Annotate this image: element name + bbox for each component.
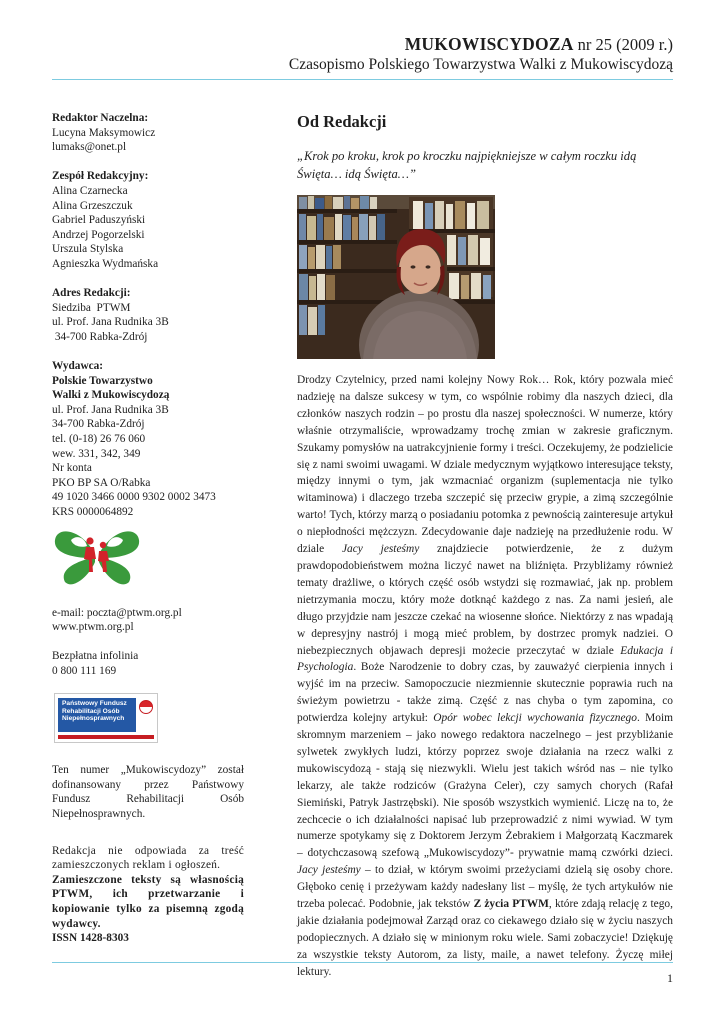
publisher-block [52,359,244,520]
editor-email: lumaks@onet.pl [52,141,127,154]
hotline-label: Bezpłatna infolinia [52,650,139,663]
disclaimer: Redakcja nie odpowiada za treść zamieszczonych reklam i ogłoszeń. [52,844,244,872]
hotline-block [52,649,244,678]
publisher-name-line: Walki z Mukowiscydozą [52,389,170,402]
section-reference: Jacy jesteśmy [297,864,361,877]
editor-portrait-photo [297,195,495,359]
publisher-heading: Wydawca: [52,360,104,373]
contact-block [52,606,244,635]
editor-heading: Redaktor Naczelna: [52,112,149,124]
team-block [52,169,244,271]
address-line: Siedziba PTWM [52,301,131,314]
team-member: Gabriel Paduszyński [52,214,146,227]
article-body-text: . Boże Narodzenie to dobry czas, by zauważyć cierpienia innych i wyjść im na przeciw. Samopoczucie niezmiennie skutecznie poprawia ruch na świeżym powietrzu - także zimą. Część z nas chyba o tym zapomina, co potwierdza kolejny artykuł: [297,661,673,725]
section-reference-bold: Z życia PTWM [473,898,549,911]
ptwm-butterfly-logo [51,524,143,588]
hotline-number: 0 800 111 169 [52,665,117,677]
editor-name: Lucyna Maksymowicz [52,126,156,139]
footer-divider [52,962,673,963]
contact-www[interactable]: www.ptwm.org.pl [52,621,134,634]
article-body [297,372,673,981]
journal-issue: nr 25 (2009 r.) [573,35,673,54]
header-divider [52,79,673,80]
contact-email[interactable]: e-mail: poczta@ptwm.org.pl [52,606,182,619]
section-reference: Jacy jesteśmy [342,543,420,556]
team-member: Agnieszka Wydmańska [52,257,159,270]
article-body-text: – to dział, w którym swoimi przeżyciami dzielą się osoby chore. Głęboko cenię i przeżywam każdy nadesłany list – myślę, że tych artykułów nie trzeba polecać. Podobnie, jak tekstów [297,864,673,911]
page-number: 1 [667,971,673,985]
article-body-text: Drodzy Czytelnicy, przed nami kolejny Nowy Rok… Rok, który pozwala mieć nadzieję na dalsze sukcesy w tym, co wspólnie robimy dla naszych dzieci, dla członków naszych rodzin – po prostu dla naszej społeczności. W numerze, który właśnie otrzymaliście, wprowadzamy trochę zmian w zakresie graficznym. Szukamy pomysłów na uatrakcyjnienie formy i treści. Oczekujemy, że podzielicie się z nami swoimi uwagami. W dziale medycznym wyjątkowo interesujące teksty, między innymi o tym, jak wzmacniać organizm (suplementacja nie tylko witaminowa) i dlaczego trzeba szczepić się przeciw grypie, a zimą szczególnie warto! Tych, którzy marzą o posiadaniu potomka z pewnością zainteresuje artykuł o niepłodności mężczyzn. Zdecydowanie daje nadzieję na przedłużenie rodu. W dziale [297,374,673,556]
pfron-flag-icon [139,700,153,714]
pfron-logo [54,693,158,743]
editor-block [52,111,244,155]
team-member: Alina Grzeszczuk [52,199,133,212]
address-line: ul. Prof. Jana Rudnika 3B [52,316,169,329]
publisher-detail: tel. (0-18) 26 76 060 [52,433,146,446]
article-body-text: . Moim skromnym marzeniem – jako nowego redaktora naczelnego – jest przybliżanie sylwetek zwykłych ludzi, którzy poprzez swoje działania na rzecz walki z mukowiscydozą - stają się niezwykli. Wielu jest takich wśród nas – nie tylko lekarzy, ale także rodziców (Grażyna Celer), czy samych chorych (Rafał Siemiński, Patryk Jastrzębski). Nie sposób wszystkich wymienić. Liczę na to, że zechcecie o ich działalności napisać lub przeprowadzić z nimi wywiad. W tym numerze spotykamy się z Doktorem Jerzym Żebrakiem i Małgorzatą Kaczmarek – dotychczasową szefową „Mukowiscydozy”- prywatnie mamą czwórki dzieci. [297,712,673,860]
copyright-notice: Zamieszczone teksty są własnością PTWM, ich przetwarzanie i kopiowanie tylko za pisemną zgodą wydawcy. [52,873,244,930]
publisher-detail: Nr konta [52,462,92,475]
publisher-detail: KRS 0000064892 [52,506,134,519]
issn: ISSN 1428-8303 [52,932,129,945]
address-block [52,286,244,344]
team-member: Andrzej Pogorzelski [52,228,145,241]
publisher-name-line: Polskie Towarzystwo [52,374,153,387]
team-member: Alina Czarnecka [52,184,128,197]
article-reference: Opór wobec lekcji wychowania fizycznego [433,712,637,725]
journal-subtitle: Czasopismo Polskiego Towarzystwa Walki z Mukowiscydozą [288,56,673,73]
address-heading: Adres Redakcji: [52,287,131,300]
article-body-text: znajdziecie potwierdzenie, że z dużym prawdopodobieństwem można liczyć nawet na bliźnięta. Przybliżamy również tematy drażliwe, o których część osób wstydzi się rozmawiać, jak np. problem nietrzymania moczu, który może dotknąć każdego z nas. Za nami jesień, ale długo przyjdzie nam jeszcze czekać na wiosenne słońce. Niektórzy z nas wpadają w depresyjny nastrój i mogą mieć problem, by dostrzec promyk nadziei. O niebezpiecznych objawach depresji możecie przeczytać w dziale [297,543,673,657]
team-member: Urszula Stylska [52,243,124,256]
publisher-detail: ul. Prof. Jana Rudnika 3B [52,403,169,416]
funding-note: Ten numer „Mukowiscydozy” został dofinansowany przez Państwowy Fundusz Rehabilitacji Osób Niepełnosprawnych. [52,764,244,820]
pfron-stripe [58,735,154,739]
article-title: Od Redakcji [297,112,387,131]
publisher-detail: 34-700 Rabka-Zdrój [52,418,145,431]
journal-title: MUKOWISCYDOZA [404,34,574,54]
article-body-text: , które zdają relację z tego, jakie działania podejmował Zarząd oraz co ciekawego działo się w życiu naszych podopiecznych. A działo się w minionym roku wiele. Sami zobaczycie! Dziękuję za wszystkie teksty Autorom, za listy, maile, a nawet telefony. Życzę miłej lektury. [297,898,673,978]
journal-header [289,34,673,75]
section-reference: Edukacja i Psychologia [297,644,673,674]
editorial-article [297,111,673,981]
pfron-logo-text: Państwowy Fundusz Rehabilitacji Osób Niepełnosprawnych [58,698,136,732]
team-heading: Zespół Redakcyjny: [52,170,149,183]
publisher-detail: PKO BP SA O/Rabka [52,476,151,489]
journal-title-line [289,34,673,55]
editorial-sidebar [52,111,244,946]
article-quote: „Krok po kroku, krok po kroczku najpiękniejsze w całym roczku idą Święta… idą Święta…” [297,149,637,181]
publisher-detail: 49 1020 3466 0000 9302 0002 3473 [52,491,216,504]
publisher-detail: wew. 331, 342, 349 [52,447,141,460]
address-line: 34-700 Rabka-Zdrój [52,330,148,343]
